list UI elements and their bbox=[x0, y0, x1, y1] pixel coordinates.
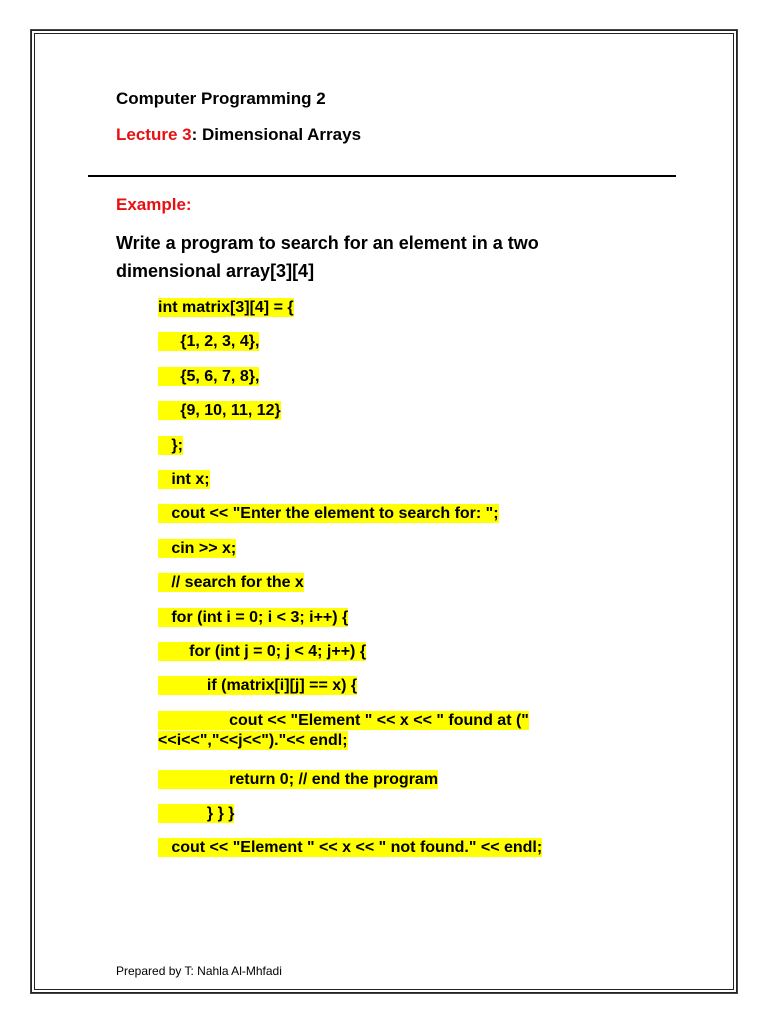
code-line: {9, 10, 11, 12} bbox=[158, 402, 281, 420]
example-heading: Example: bbox=[116, 195, 192, 214]
code-line: int matrix[3][4] = { bbox=[158, 299, 294, 316]
problem-statement: Write a program to search for an element in a two dimensional array[3][4] bbox=[116, 233, 539, 281]
code-block bbox=[158, 298, 578, 873]
lecture-label: Lecture 3 bbox=[116, 125, 192, 144]
code-line: for (int j = 0; j < 4; j++) { bbox=[158, 642, 367, 660]
course-title: Computer Programming 2 bbox=[116, 89, 326, 108]
code-line: // search for the x bbox=[158, 574, 304, 592]
code-line: } } } bbox=[158, 805, 235, 823]
code-line: {1, 2, 3, 4}, bbox=[158, 333, 260, 351]
code-line: cout << "Element " << x << " not found." << endl; bbox=[158, 839, 543, 857]
footer-credit: Prepared by T: Nahla Al-Mhfadi bbox=[116, 964, 282, 978]
code-line: for (int i = 0; i < 3; i++) { bbox=[158, 608, 349, 626]
code-line: cout << "Element " << x << " found at ("<<i<<","<<j<<")."<< endl; bbox=[158, 711, 529, 749]
code-line: int x; bbox=[158, 470, 210, 488]
code-line: if (matrix[i][j] == x) { bbox=[158, 677, 358, 695]
code-line: cout << "Enter the element to search for: "; bbox=[158, 505, 499, 523]
code-line: {5, 6, 7, 8}, bbox=[158, 367, 260, 385]
lecture-title bbox=[116, 125, 361, 145]
lecture-topic: : Dimensional Arrays bbox=[191, 125, 362, 144]
code-line: return 0; // end the program bbox=[158, 770, 439, 788]
code-line: }; bbox=[158, 436, 183, 454]
code-line: cin >> x; bbox=[158, 539, 237, 557]
horizontal-divider bbox=[88, 175, 676, 177]
